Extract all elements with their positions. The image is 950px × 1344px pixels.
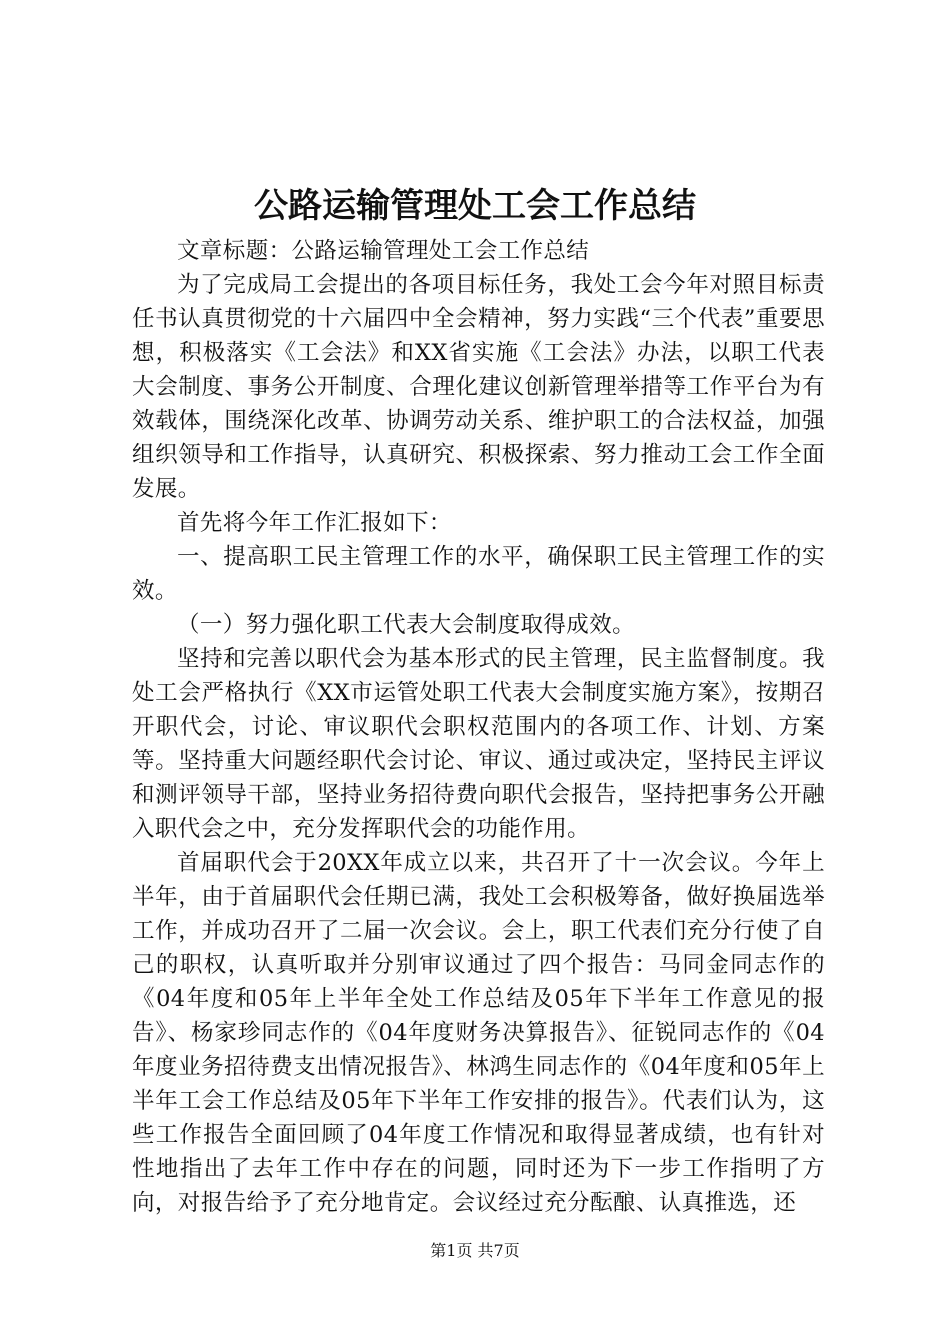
article-title-line: 文章标题：公路运输管理处工会工作总结 (177, 238, 590, 264)
page-footer: 第1页 共7页 (430, 1241, 520, 1260)
document-body (132, 234, 825, 1220)
intro-paragraph: 为了完成局工会提出的各项目标任务，我处工会今年对照目标责任书认真贯彻党的十六届四中全会精神，努力实践“三个代表”重要思想，积极落实《工会法》和XX省实施《工会法》办法，以职工代表大会制度、事务公开制度、合理化建议创新管理举措等工作平台为有效载体，围绕深化改革、协调劳动关系、维护职工的合法权益，加强组织领导和工作指导，认真研究、积极探索、努力推动工会工作全面发展。 (132, 272, 825, 502)
section-heading-1: 一、提高职工民主管理工作的水平，确保职工民主管理工作的实效。 (132, 544, 825, 604)
subsection-heading-1: （一）努力强化职工代表大会制度取得成效。 (177, 612, 636, 638)
report-lead-in: 首先将今年工作汇报如下： (177, 510, 452, 536)
page-title: 公路运输管理处工会工作总结 (254, 186, 696, 226)
body-paragraph: 坚持和完善以职代会为基本形式的民主管理，民主监督制度。我处工会严格执行《XX市运管处职工代表大会制度实施方案》，按期召开职代会，讨论、审议职代会职权范围内的各项工作、计划、方案等。坚持重大问题经职代会讨论、审议、通过或决定，坚持民主评议和测评领导干部，坚持业务招待费向职代会报告，坚持把事务公开融入职代会之中，充分发挥职代会的功能作用。 (132, 646, 825, 842)
body-paragraph: 首届职代会于20XX年成立以来，共召开了十一次会议。今年上半年，由于首届职代会任期已满，我处工会积极筹备，做好换届选举工作，并成功召开了二届一次会议。会上，职工代表们充分行使了自己的职权，认真听取并分别审议通过了四个报告：马同金同志作的《04年度和05年上半年全处工作总结及05年下半年工作意见的报告》、杨家珍同志作的《04年度财务决算报告》、征锐同志作的《04年度业务招待费支出情况报告》、林鸿生同志作的《04年度和05年上半年工会工作总结及05年下半年工作安排的报告》。代表们认为，这些工作报告全面回顾了04年度工作情况和取得显著成绩，也有针对性地指出了去年工作中存在的问题，同时还为下一步工作指明了方向，对报告给予了充分地肯定。会议经过充分酝酿、认真推选，还 (132, 850, 825, 1216)
